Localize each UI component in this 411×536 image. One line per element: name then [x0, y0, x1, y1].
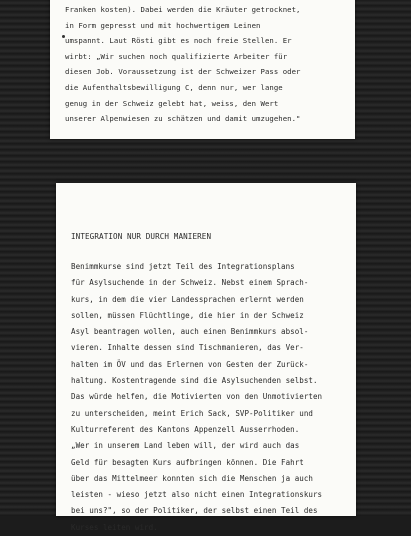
- text-line: wirbt: „Wir suchen noch qualifizierte Arbeiter für: [65, 51, 288, 61]
- text-line: in Form gepresst und mit hochwertigem Leinen: [65, 20, 261, 30]
- text-line: diesen Job. Voraussetzung ist der Schweizer Pass oder: [65, 67, 301, 77]
- text-line: kurs, in dem die vier Landessprachen erlernt werden: [71, 294, 304, 304]
- text-line: „Wer in unserem Land leben will, der wird auch das: [71, 441, 300, 451]
- top-article-text: [65, 2, 300, 127]
- text-line: sollen, müssen Flüchtlinge, die hier in der Schweiz: [71, 310, 304, 320]
- text-line: Benimmkurse sind jetzt Teil des Integrationsplans: [71, 262, 295, 271]
- article-integration: [56, 183, 356, 532]
- text-line: über das Mittelmeer konnten sich die Menschen ja auch: [71, 473, 313, 483]
- text-line: vieren. Inhalte dessen sind Tischmanieren, das Ver-: [71, 343, 304, 353]
- article-fragment-top: [50, 0, 355, 139]
- text-line: für Asylsuchende in der Schweiz. Nebst einem Sprach-: [71, 278, 309, 288]
- text-line: bei uns?", so der Politiker, der selbst einen Teil des: [71, 506, 318, 516]
- text-line: Geld für besagten Kurs aufbringen können. Die Fahrt: [71, 457, 304, 467]
- text-line: Kulturreferent des Kantons Appenzell Ausserrhoden.: [71, 424, 300, 434]
- text-line: haltung. Kostentragende sind die Asylsuchenden selbst.: [71, 376, 318, 386]
- text-line: zu unterscheiden, meint Erich Sack, SVP-Politiker und: [71, 408, 313, 418]
- text-line: Das würde helfen, die Motivierten von den Unmotivierten: [71, 392, 323, 402]
- text-line: umspannt. Laut Rösti gibt es noch freie Stellen. Er: [65, 36, 292, 46]
- text-line: genug in der Schweiz gelebt hat, weiss, den Wert: [65, 98, 279, 108]
- article-body: [71, 259, 322, 536]
- text-line: Asyl beantragen wollen, auch einen Benimmkurs absol-: [71, 327, 309, 337]
- text-line: Kurses leiten wird.: [71, 522, 158, 532]
- text-line: leisten - wieso jetzt also nicht einen Integrationskurs: [71, 490, 323, 500]
- text-line: unserer Alpenwiesen zu schätzen und damit umzugehen.": [65, 114, 301, 124]
- text-line: die Aufenthaltsbewilligung C, denn nur, wer lange: [65, 82, 283, 92]
- article-heading: INTEGRATION NUR DURCH MANIEREN: [71, 232, 212, 241]
- text-line: Franken kosten). Dabei werden die Kräuter getrocknet,: [65, 5, 301, 14]
- text-line: halten im ÖV und das Erlernen von Gesten der Zurück-: [71, 359, 309, 369]
